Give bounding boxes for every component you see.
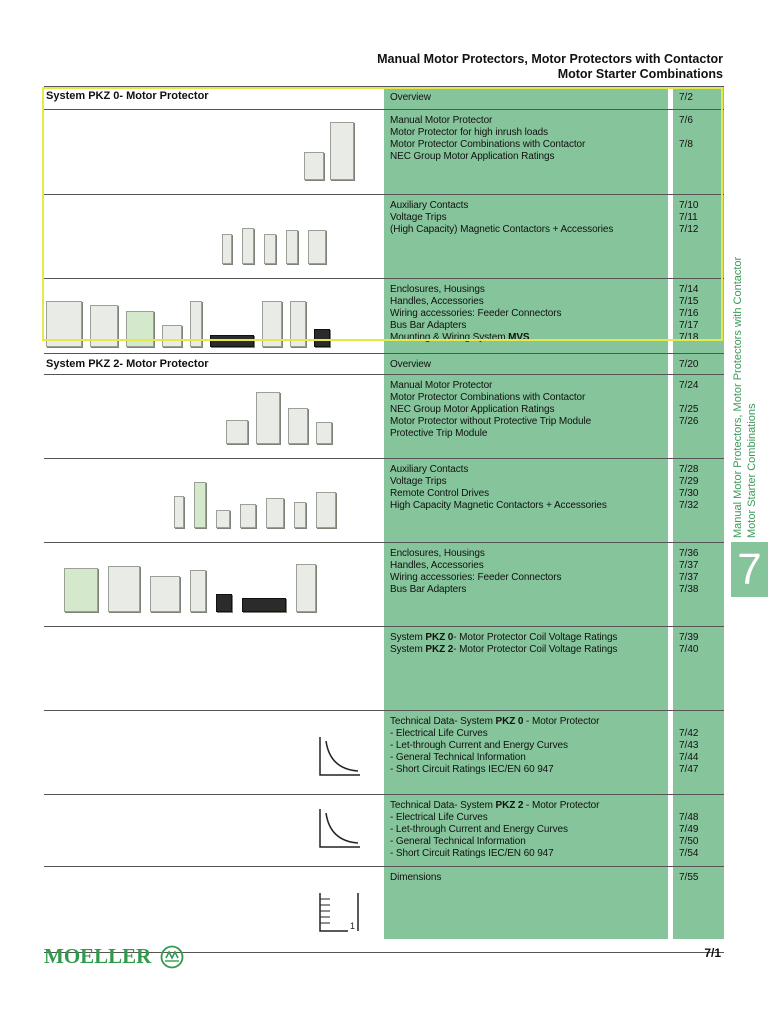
- housing-image: [150, 576, 180, 612]
- sidebar-line2: Motor Starter Combinations: [746, 403, 758, 538]
- page-ref[interactable]: 7/14: [679, 284, 699, 295]
- entry-text[interactable]: Bus Bar Adapters: [390, 584, 467, 595]
- entry-text[interactable]: Auxiliary Contacts: [390, 464, 469, 475]
- product-images: [44, 711, 384, 794]
- entry-text[interactable]: [390, 332, 672, 344]
- page-ref[interactable]: 7/24: [679, 380, 699, 391]
- page-ref[interactable]: 7/16: [679, 308, 699, 319]
- page-ref[interactable]: 7/28: [679, 464, 699, 475]
- table-row: [44, 794, 724, 866]
- page-ref[interactable]: 7/10: [679, 200, 699, 211]
- table-row: [44, 353, 724, 374]
- entry-text-part: System: [390, 644, 426, 655]
- entry-text[interactable]: (High Capacity) Magnetic Contactors + Accessories: [390, 224, 614, 235]
- table-row: [44, 866, 724, 953]
- section-title-pkz2: System PKZ 2- Motor Protector: [46, 358, 209, 370]
- voltage-trip-image: [286, 230, 298, 264]
- row-pages: [679, 800, 719, 860]
- page-ref: [679, 716, 719, 728]
- entry-text-part: Mounting & Wiring System: [390, 332, 509, 343]
- page-ref[interactable]: 7/40: [679, 644, 699, 655]
- mounting-system-image: [290, 301, 306, 347]
- table-row: [44, 109, 724, 194]
- voltage-trip-image: [240, 504, 256, 528]
- table-row: [44, 542, 724, 626]
- page-ref: [679, 127, 719, 139]
- row-entries: [390, 548, 672, 596]
- page-ref[interactable]: 7/38: [679, 584, 699, 595]
- row-pages: [679, 200, 719, 236]
- handle-image: [90, 305, 118, 347]
- page-ref[interactable]: 7/43: [679, 740, 699, 751]
- entry-text[interactable]: High Capacity Magnetic Contactors + Accessories: [390, 500, 607, 511]
- dimension-drawing-icon: [318, 891, 362, 933]
- thumbnail-group: [226, 392, 332, 444]
- entry-text[interactable]: Protective Trip Module: [390, 428, 488, 439]
- bus-bar-image: [210, 335, 254, 347]
- page-ref[interactable]: 7/48: [679, 812, 699, 823]
- curve-chart-icon: [318, 735, 362, 777]
- page-ref[interactable]: 7/8: [679, 139, 693, 150]
- entry-text[interactable]: Overview: [390, 92, 431, 103]
- entry-text-part: - Motor Protector Coil Voltage Ratings: [453, 644, 618, 655]
- table-row: [44, 194, 724, 278]
- entry-text[interactable]: [390, 800, 672, 812]
- page-ref[interactable]: 7/30: [679, 488, 699, 499]
- entry-text[interactable]: Motor Protector without Protective Trip Module: [390, 416, 592, 427]
- entry-text[interactable]: Enclosures, Housings: [390, 284, 485, 295]
- header-title-line2: Motor Starter Combinations: [557, 67, 723, 81]
- entry-text[interactable]: - Electrical Life Curves: [390, 728, 488, 739]
- page-number: 7/1: [704, 946, 721, 960]
- entry-text-part: System: [390, 632, 426, 643]
- enclosure-image: [64, 568, 98, 612]
- table-row: [44, 374, 724, 458]
- entry-text[interactable]: NEC Group Motor Application Ratings: [390, 404, 555, 415]
- auxiliary-contact-image: [222, 234, 232, 264]
- page-ref: [679, 428, 719, 440]
- mvs-component-image: [314, 329, 330, 347]
- page-ref[interactable]: 7/20: [679, 359, 699, 370]
- row-entries: [390, 200, 672, 236]
- motor-protector-image: [226, 420, 248, 444]
- feeder-connector-image: [190, 301, 202, 347]
- entry-text[interactable]: Motor Protector for high inrush loads: [390, 127, 549, 138]
- page-ref: [679, 151, 719, 163]
- entry-text[interactable]: Handles, Accessories: [390, 560, 484, 571]
- row-pages: [679, 872, 719, 884]
- page-ref[interactable]: 7/42: [679, 728, 699, 739]
- bus-bar-adapter-image: [262, 301, 282, 347]
- page-ref[interactable]: 7/29: [679, 476, 699, 487]
- page-ref[interactable]: 7/6: [679, 115, 693, 126]
- thumbnail-group: [174, 482, 336, 528]
- row-pages: [679, 359, 719, 371]
- row-entries: [390, 872, 672, 884]
- page-ref[interactable]: 7/2: [679, 92, 693, 103]
- product-images: [44, 375, 384, 458]
- handle-accessory-image: [162, 325, 182, 347]
- voltage-trip-image: [264, 234, 276, 264]
- row-entries: [390, 800, 672, 860]
- remote-drive-image: [266, 498, 284, 528]
- entry-text[interactable]: Handles, Accessories: [390, 296, 484, 307]
- row-entries: [390, 632, 672, 656]
- page-ref[interactable]: 7/50: [679, 836, 699, 847]
- entry-text[interactable]: Motor Protector Combinations with Contactor: [390, 139, 586, 150]
- page-ref: [679, 800, 719, 812]
- thumbnail-group: [304, 122, 354, 180]
- product-images: [44, 459, 384, 542]
- entry-text-part: Technical Data- System: [390, 800, 496, 811]
- entry-text[interactable]: - Electrical Life Curves: [390, 812, 488, 823]
- entry-text-bold: PKZ 0: [495, 716, 524, 727]
- thumbnail-group: [64, 564, 316, 612]
- table-row: [44, 86, 724, 109]
- thumbnail-group: [46, 301, 330, 347]
- page-ref[interactable]: 7/54: [679, 848, 699, 859]
- entry-text[interactable]: [390, 716, 672, 728]
- row-pages: [679, 92, 719, 104]
- page-ref[interactable]: 7/37: [679, 572, 699, 583]
- row-entries: [390, 464, 672, 512]
- contactor-image: [308, 230, 326, 264]
- table-row: [44, 458, 724, 542]
- page-ref[interactable]: 7/32: [679, 500, 699, 511]
- product-images: [44, 543, 384, 626]
- trip-module-image: [316, 422, 332, 444]
- curve-chart-icon: [318, 807, 362, 849]
- row-pages: [679, 115, 719, 163]
- page-ref[interactable]: 7/47: [679, 764, 699, 775]
- page-ref[interactable]: 7/25: [679, 404, 699, 415]
- page-ref[interactable]: 7/36: [679, 548, 699, 559]
- product-images: [44, 795, 384, 866]
- page-ref[interactable]: 7/39: [679, 632, 699, 643]
- entry-text-part: - Motor Protector: [523, 800, 600, 811]
- moeller-emblem-icon: [160, 944, 184, 970]
- entry-text-bold: PKZ 2: [495, 800, 524, 811]
- auxiliary-contact-image: [242, 228, 254, 264]
- remote-drive-image: [294, 502, 306, 528]
- page-ref[interactable]: 7/11: [679, 212, 698, 223]
- entry-text[interactable]: Auxiliary Contacts: [390, 200, 469, 211]
- entry-text-part: Technical Data- System: [390, 716, 496, 727]
- page-ref[interactable]: 7/37: [679, 560, 699, 571]
- page-header: [377, 52, 723, 82]
- sidebar-line1: Manual Motor Protectors, Motor Protectors with Contactor: [732, 256, 744, 538]
- dimension-label: 1: [350, 921, 356, 931]
- auxiliary-contact-image: [194, 482, 206, 528]
- page-ref[interactable]: 7/17: [679, 320, 699, 331]
- row-pages: [679, 632, 719, 656]
- row-pages: [679, 548, 719, 596]
- motor-protector-image: [304, 152, 324, 180]
- page-ref[interactable]: 7/44: [679, 752, 699, 763]
- chapter-sidebar: [731, 238, 767, 538]
- housing-image: [126, 311, 154, 347]
- entry-text[interactable]: Wiring accessories: Feeder Connectors: [390, 572, 562, 583]
- entry-text[interactable]: Bus Bar Adapters: [390, 320, 467, 331]
- entry-text[interactable]: Overview: [390, 359, 431, 370]
- product-images: [44, 110, 384, 194]
- entry-text[interactable]: - General Technical Information: [390, 836, 526, 847]
- page-ref[interactable]: 7/26: [679, 416, 699, 427]
- entry-text[interactable]: Manual Motor Protector: [390, 380, 493, 391]
- page-ref[interactable]: 7/55: [679, 872, 699, 883]
- sidebar-text: [731, 238, 759, 538]
- row-entries: [390, 284, 672, 344]
- entry-text[interactable]: - Short Circuit Ratings IEC/EN 60 947: [390, 764, 554, 775]
- entry-text[interactable]: - Let-through Current and Energy Curves: [390, 824, 568, 835]
- entry-text[interactable]: - Let-through Current and Energy Curves: [390, 740, 568, 751]
- row-entries: [390, 115, 672, 163]
- row-pages: [679, 464, 719, 512]
- entry-text[interactable]: Motor Protector Combinations with Contactor: [390, 392, 586, 403]
- entry-text[interactable]: - General Technical Information: [390, 752, 526, 763]
- header-title-line1: Manual Motor Protectors, Motor Protectors with Contactor: [377, 52, 723, 66]
- entry-text-bold: PKZ 0: [425, 632, 454, 643]
- entry-text[interactable]: Manual Motor Protector: [390, 115, 493, 126]
- entry-text-part: - Motor Protector Coil Voltage Ratings: [453, 632, 618, 643]
- motor-protector-combo-image: [256, 392, 280, 444]
- row-entries: [390, 716, 672, 776]
- handle-accessory-image: [216, 594, 232, 612]
- row-entries: [390, 92, 672, 104]
- feeder-connector-image: [242, 598, 286, 612]
- entry-text[interactable]: NEC Group Motor Application Ratings: [390, 151, 555, 162]
- product-images: [44, 867, 384, 952]
- page-ref[interactable]: 7/12: [679, 224, 699, 235]
- entry-text-bold: PKZ 2: [425, 644, 454, 655]
- entry-text[interactable]: Remote Control Drives: [390, 488, 490, 499]
- product-images: [44, 279, 384, 353]
- entry-text-part: - Motor Protector: [523, 716, 600, 727]
- entry-text-bold: MVS: [508, 332, 530, 343]
- entry-text[interactable]: Wiring accessories: Feeder Connectors: [390, 308, 562, 319]
- thumbnail-group: [222, 228, 326, 264]
- row-pages: [679, 284, 719, 344]
- table-row: [44, 278, 724, 353]
- row-pages: [679, 716, 719, 776]
- brand-logo: MOELLER: [44, 944, 152, 968]
- entry-text[interactable]: Dimensions: [390, 872, 442, 883]
- entry-text[interactable]: [390, 644, 672, 656]
- table-row: [44, 626, 724, 710]
- motor-protector-image: [288, 408, 308, 444]
- entry-text[interactable]: - Short Circuit Ratings IEC/EN 60 947: [390, 848, 554, 859]
- contactor-image: [316, 492, 336, 528]
- section-title-pkz0: System PKZ 0- Motor Protector: [46, 90, 209, 102]
- row-entries: [390, 380, 672, 440]
- contents-table: [44, 86, 724, 953]
- page-ref[interactable]: 7/18: [679, 332, 699, 343]
- product-images: [44, 195, 384, 278]
- table-row: [44, 710, 724, 794]
- page-ref[interactable]: 7/49: [679, 824, 699, 835]
- auxiliary-contact-image: [174, 496, 184, 528]
- handle-image: [190, 570, 206, 612]
- row-pages: [679, 380, 719, 440]
- entry-text[interactable]: Voltage Trips: [390, 212, 447, 223]
- enclosure-image: [108, 566, 140, 612]
- bus-bar-adapter-image: [296, 564, 316, 612]
- page-ref: [679, 392, 719, 404]
- entry-text[interactable]: Voltage Trips: [390, 476, 447, 487]
- enclosure-image: [46, 301, 82, 347]
- row-entries: [390, 359, 672, 371]
- entry-text[interactable]: [390, 632, 672, 644]
- chapter-tab[interactable]: 7: [731, 542, 768, 597]
- motor-protector-combo-image: [330, 122, 354, 180]
- page-ref[interactable]: 7/15: [679, 296, 699, 307]
- entry-text[interactable]: Enclosures, Housings: [390, 548, 485, 559]
- voltage-trip-image: [216, 510, 230, 528]
